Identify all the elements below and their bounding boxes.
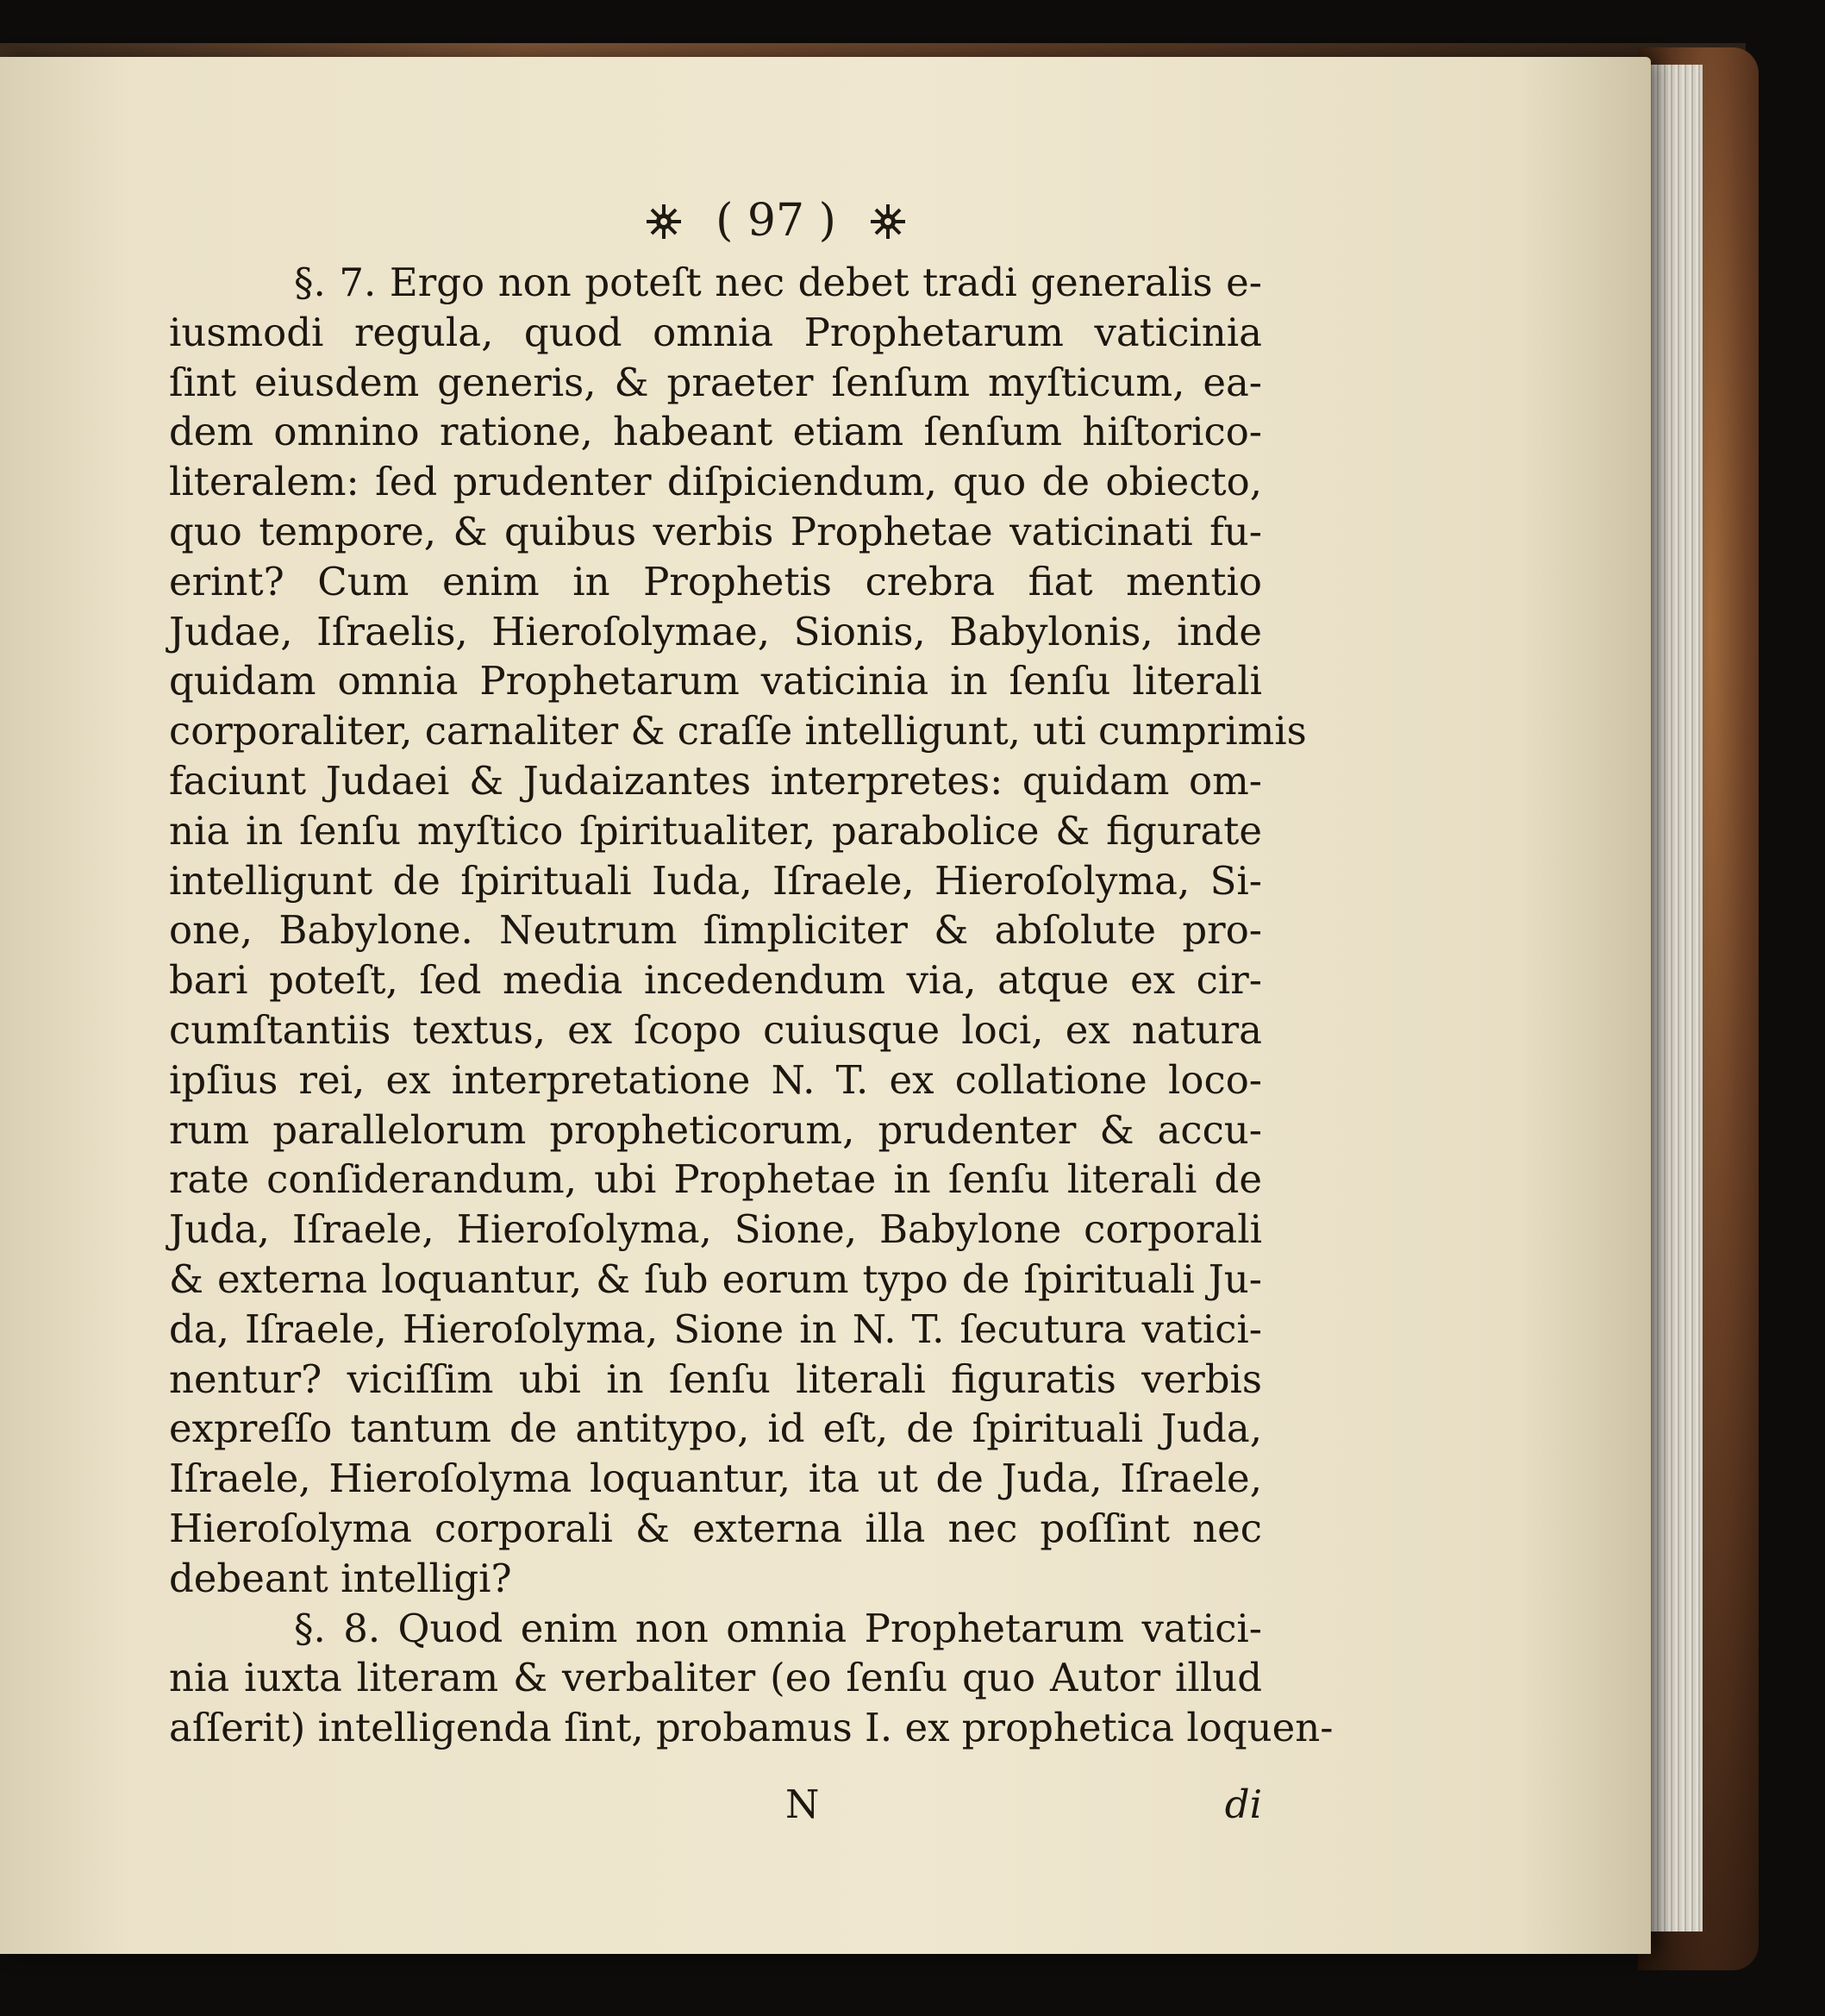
text-line: faciunt Judaei & Judaizantes interpretes: quidam om- — [169, 757, 1262, 804]
text-line: da, Iſraele, Hieroſolyma, Sione in N. T. ſecutura vatici- — [169, 1305, 1262, 1352]
text-line: ipſius rei, ex interpretatione N. T. ex collatione loco- — [169, 1056, 1262, 1103]
text-line: aſſerit) intelligenda ſint, probamus I. ex prophetica loquen- — [169, 1705, 1334, 1751]
text-line-para7-end: debeant intelligi? — [169, 1555, 512, 1601]
text-line: intelligunt de ſpirituali Iuda, Iſraele, Hieroſolyma, Si- — [169, 857, 1262, 904]
text-line: dem omnino ratione, habeant etiam ſenſum hiſtorico- — [169, 409, 1262, 455]
signature-mark: N — [785, 1781, 820, 1827]
text-line: cumſtantiis textus, ex ſcopo cuiusque loci, ex natura — [169, 1006, 1262, 1053]
book-page — [0, 57, 1651, 1954]
text-line: nentur? viciſſim ubi in ſenſu literali figuratis verbis — [169, 1355, 1262, 1402]
page-number: ( 97 ) — [716, 195, 836, 247]
text-line: quidam omnia Prophetarum vaticinia in ſenſu literali — [169, 658, 1262, 704]
text-line: rum parallelorum propheticorum, prudenter & accu- — [169, 1106, 1262, 1153]
fleuron-right-icon — [869, 202, 907, 240]
body-text — [169, 258, 1334, 1753]
text-line: Hieroſolyma corporali & externa illa nec poſſint nec — [169, 1505, 1262, 1551]
text-line: Juda, Iſraele, Hieroſolyma, Sione, Babylone corporali — [169, 1206, 1262, 1253]
text-line: iusmodi regula, quod omnia Prophetarum vaticinia — [169, 309, 1262, 355]
page-header — [0, 197, 1552, 245]
text-line: quo tempore, & quibus verbis Prophetae vaticinati fu- — [169, 508, 1262, 554]
text-line: corporaliter, carnaliter & craſſe intelligunt, uti cumprimis — [169, 708, 1307, 754]
text-line: ſint eiusdem generis, & praeter ſenſum myſticum, ea- — [169, 359, 1262, 405]
text-line: erint? Cum enim in Prophetis crebra fiat mentio — [169, 558, 1262, 604]
text-line: expreſſo tantum de antitypo, id eſt, de ſpirituali Juda, — [169, 1406, 1262, 1452]
text-line: Judae, Iſraelis, Hieroſolymae, Sionis, Babylonis, inde — [169, 608, 1262, 654]
text-line: nia in ſenſu myſtico ſpiritualiter, parabolice & figurate — [169, 807, 1262, 854]
fleuron-left-icon — [645, 202, 683, 240]
page-footer — [169, 1781, 1262, 1833]
text-line: one, Babylone. Neutrum ſimpliciter & abſolute pro- — [169, 907, 1262, 954]
text-line: literalem: ſed prudenter diſpiciendum, quo de obiecto, — [169, 459, 1262, 505]
catchword: di — [1224, 1781, 1262, 1827]
text-line: & externa loquantur, & ſub eorum typo de ſpirituali Ju- — [169, 1255, 1262, 1302]
text-line: Iſraele, Hieroſolyma loquantur, ita ut de Juda, Iſraele, — [169, 1456, 1262, 1502]
text-line-para8-start: §. 8. Quod enim non omnia Prophetarum vatici- — [294, 1605, 1262, 1651]
text-line: rate conſiderandum, ubi Prophetae in ſenſu literali de — [169, 1156, 1262, 1203]
text-line: bari poteſt, ſed media incedendum via, atque ex cir- — [169, 957, 1262, 1004]
text-line-para7-start: §. 7. Ergo non poteſt nec debet tradi generalis e- — [294, 260, 1262, 305]
text-line: nia iuxta literam & verbaliter (eo ſenſu quo Autor illud — [169, 1655, 1262, 1701]
